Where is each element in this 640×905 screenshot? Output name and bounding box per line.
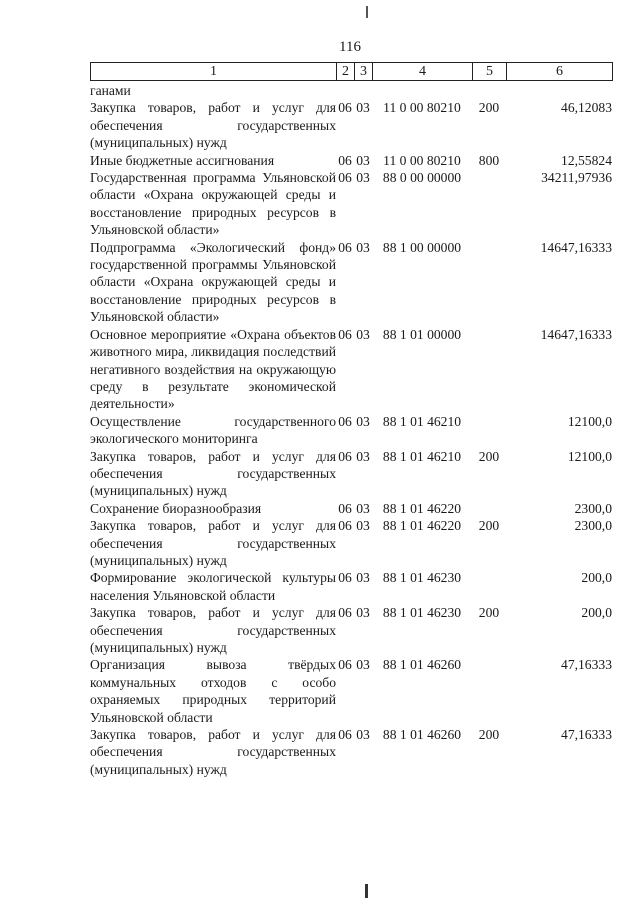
row-amount xyxy=(506,82,612,99)
row-amount: 34211,97936 xyxy=(541,170,612,186)
row-target-article: 88 1 01 46260 xyxy=(382,657,462,673)
table-row xyxy=(90,169,612,239)
row-expense-type: 200 xyxy=(478,605,500,621)
row-target-article: 88 1 01 00000 xyxy=(382,326,462,342)
row-subsection: 03 xyxy=(356,500,370,516)
row-section: 06 xyxy=(338,413,352,429)
table-row xyxy=(90,152,612,169)
table-row xyxy=(90,569,612,604)
row-amount: 200,0 xyxy=(581,605,612,621)
row-expense-type xyxy=(472,656,506,726)
header-col-1: 1 xyxy=(91,63,337,81)
row-amount: 200,0 xyxy=(581,570,612,586)
row-subsection: 03 xyxy=(356,100,370,116)
table-row xyxy=(90,656,612,726)
row-section: 06 xyxy=(338,518,352,534)
table-row xyxy=(90,413,612,448)
row-target-article: 88 1 01 46210 xyxy=(382,448,462,464)
row-section: 06 xyxy=(338,727,352,743)
row-subsection: 03 xyxy=(356,413,370,429)
header-col-5: 5 xyxy=(473,63,507,81)
row-expense-type xyxy=(472,169,506,239)
row-section: 06 xyxy=(338,605,352,621)
row-target-article: 88 1 00 00000 xyxy=(382,239,462,255)
budget-table xyxy=(90,82,612,778)
header-col-2: 2 xyxy=(337,63,355,81)
row-expense-type xyxy=(472,500,506,517)
row-description: Основное мероприятие «Охрана объектов животного мира, ликвидация последствий негативного воздействия на окружающую среду в результате экономической деятельности» xyxy=(90,326,336,412)
row-subsection: 03 xyxy=(356,518,370,534)
row-expense-type: 200 xyxy=(478,518,500,534)
row-amount: 47,16333 xyxy=(561,657,612,673)
header-col-3: 3 xyxy=(355,63,373,81)
row-subsection: 03 xyxy=(356,605,370,621)
row-description: Закупка товаров, работ и услуг для обеспечения государственных (муниципальных) нужд xyxy=(90,518,336,568)
row-description: Формирование экологической культуры населения Ульяновской области xyxy=(90,570,336,603)
row-target-article: 11 0 00 80210 xyxy=(383,152,461,168)
row-expense-type xyxy=(472,239,506,326)
row-subsection: 03 xyxy=(356,727,370,743)
row-section: 06 xyxy=(338,326,352,342)
row-target-article: 88 0 00 00000 xyxy=(382,170,462,186)
header-col-6: 6 xyxy=(507,63,613,81)
row-description: Закупка товаров, работ и услуг для обеспечения государственных (муниципальных) нужд xyxy=(90,727,336,777)
row-description: Иные бюджетные ассигнования xyxy=(90,152,275,168)
row-section: 06 xyxy=(338,657,352,673)
row-target-article: 88 1 01 46220 xyxy=(382,500,462,516)
row-subsection: 03 xyxy=(356,239,370,255)
row-description: Организация вывоза твёрдых коммунальных отходов с особо охраняемых природных территорий Ульяновской области xyxy=(90,657,336,725)
table-row xyxy=(90,604,612,656)
row-section: 06 xyxy=(338,170,352,186)
row-amount: 14647,16333 xyxy=(540,239,612,255)
table-row xyxy=(90,326,612,413)
row-amount: 12100,0 xyxy=(567,413,612,429)
row-amount: 2300,0 xyxy=(574,518,612,534)
row-amount: 12100,0 xyxy=(567,448,612,464)
table-row xyxy=(90,517,612,569)
row-target-article: 88 1 01 46210 xyxy=(382,413,462,429)
row-amount: 12,55824 xyxy=(561,152,612,168)
binding-mark-bottom xyxy=(365,884,368,898)
row-expense-type: 200 xyxy=(478,448,500,464)
row-description: Осуществление государственного экологического мониторинга xyxy=(90,413,336,447)
row-description: Государственная программа Ульяновской области «Охрана окружающей среды и восстановление природных ресурсов в Ульяновской области» xyxy=(90,170,336,238)
row-section: 06 xyxy=(338,448,352,464)
row-subsection: 03 xyxy=(356,657,370,673)
table-row xyxy=(90,99,612,151)
row-section: 06 xyxy=(338,500,352,516)
row-section: 06 xyxy=(338,239,352,255)
row-description: Подпрограмма «Экологический фонд» государственной программы Ульяновской области «Охрана окружающей среды и восстановление природных ресурсов в Ульяновской области» xyxy=(90,239,336,325)
row-expense-type xyxy=(472,326,506,413)
row-amount: 14647,16333 xyxy=(540,326,612,342)
row-target-article xyxy=(372,82,472,99)
row-description: Сохранение биоразнообразия xyxy=(90,500,262,516)
row-subsection: 03 xyxy=(356,448,370,464)
row-description: ганами xyxy=(90,83,131,98)
header-col-4: 4 xyxy=(373,63,473,81)
row-expense-type: 800 xyxy=(478,152,500,168)
row-target-article: 11 0 00 80210 xyxy=(383,100,461,116)
row-target-article: 88 1 01 46230 xyxy=(382,605,462,621)
row-section: 06 xyxy=(338,570,352,586)
table-row xyxy=(90,500,612,517)
row-subsection: 03 xyxy=(356,170,370,186)
row-expense-type xyxy=(472,413,506,448)
row-target-article: 88 1 01 46230 xyxy=(382,570,462,586)
row-expense-type: 200 xyxy=(478,727,500,743)
column-header-row xyxy=(90,62,613,81)
row-expense-type: 200 xyxy=(478,100,500,116)
table-row xyxy=(90,82,612,99)
table-row xyxy=(90,448,612,500)
row-subsection xyxy=(354,82,372,99)
row-amount: 46,12083 xyxy=(561,100,612,116)
row-target-article: 88 1 01 46220 xyxy=(382,518,462,534)
row-subsection: 03 xyxy=(356,570,370,586)
page-number: 116 xyxy=(339,39,361,55)
row-description: Закупка товаров, работ и услуг для обеспечения государственных (муниципальных) нужд xyxy=(90,100,336,151)
row-subsection: 03 xyxy=(356,152,370,168)
row-expense-type xyxy=(472,569,506,604)
row-section xyxy=(336,82,354,99)
row-section: 06 xyxy=(338,100,352,116)
table-row xyxy=(90,239,612,326)
row-expense-type xyxy=(472,82,506,99)
table-row xyxy=(90,726,612,778)
row-amount: 47,16333 xyxy=(561,727,612,743)
binding-mark-top xyxy=(366,6,368,18)
row-subsection: 03 xyxy=(356,326,370,342)
row-amount: 2300,0 xyxy=(574,500,612,516)
row-description: Закупка товаров, работ и услуг для обеспечения государственных (муниципальных) нужд xyxy=(90,448,336,499)
row-section: 06 xyxy=(338,152,352,168)
row-target-article: 88 1 01 46260 xyxy=(382,727,462,743)
row-description: Закупка товаров, работ и услуг для обеспечения государственных (муниципальных) нужд xyxy=(90,605,336,655)
